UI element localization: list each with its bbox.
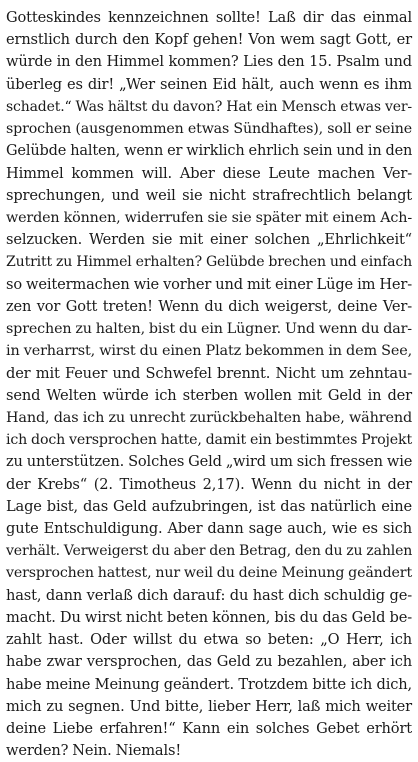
- text-line: ernstlich durch den Kopf gehen! Von wem sagt Gott, er: [6, 31, 412, 49]
- document-page: [6, 7, 412, 762]
- text-line: gute Entschuldigung. Aber dann sage auch, wie es sich: [6, 520, 412, 538]
- text-line: Himmel kommen will. Aber diese Leute machen Ver-: [6, 164, 412, 182]
- text-line: hast, dann verlaß dich darauf: du hast dich schuldig ge-: [6, 586, 412, 604]
- text-line: überleg es dir! „Wer seinen Eid hält, auch wenn es ihm: [6, 75, 412, 93]
- text-line: der mit Feuer und Schwefel brennt. Nicht um zehntau-: [6, 364, 412, 382]
- text-line: zu unterstützen. Solches Geld „wird um sich fressen wie: [6, 453, 413, 471]
- text-line: Hand, das ich zu unrecht zurückbehalten habe, während: [6, 409, 412, 426]
- text-line: Gotteskindes kennzeichnen sollte! Laß dir das einmal: [6, 9, 412, 26]
- text-line: in verharrst, wirst du einen Platz bekommen in dem See,: [6, 343, 412, 360]
- text-line: habe zwar versprochen, das Geld zu bezahlen, aber ich: [6, 653, 412, 671]
- text-line: sprochen (ausgenommen etwas Sündhaftes), soll er seine: [6, 121, 412, 138]
- text-line: zahlt hast. Oder willst du etwa so beten: „O Herr, ich: [6, 631, 412, 649]
- text-line: werden? Nein. Niemals!: [6, 742, 182, 760]
- text-line: sprechungen, und weil sie nicht strafrechtlich belangt: [6, 186, 412, 204]
- text-line: send Welten würde ich sterben wollen mit Geld in der: [6, 386, 412, 404]
- text-line: verhält. Verweigerst du aber den Betrag, den du zu zahlen: [6, 543, 413, 560]
- text-line: selzucken. Werden sie mit einer solchen „Ehrlichkeit“: [6, 231, 412, 249]
- text-line: habe meine Meinung geändert. Trotzdem bitte ich dich,: [6, 675, 412, 693]
- text-line: versprochen hattest, nur weil du deine Meinung geändert: [6, 565, 412, 582]
- text-line: der Krebs“ (2. Timotheus 2,17). Wenn du nicht in der: [6, 475, 412, 493]
- text-line: zen vor Gott treten! Wenn du dich weigerst, deine Ver-: [6, 297, 412, 315]
- text-line: werden können, widerrufen sie sie später mit einem Ach-: [6, 209, 412, 226]
- text-line: Lage bist, das Geld aufzubringen, ist das natürlich eine: [6, 497, 412, 515]
- text-line: Gelübde halten, wenn er wirklich ehrlich sein und in den: [6, 143, 413, 160]
- text-line: Zutritt zu Himmel erhalten? Gelübde brechen und einfach: [6, 254, 412, 271]
- text-line: würde in den Himmel kommen? Lies den 15. Psalm und: [6, 53, 412, 71]
- text-line: ich doch versprochen hatte, damit ein bestimmtes Projekt: [6, 432, 412, 449]
- text-line: schadet.“ Was hältst du davon? Hat ein Mensch etwas ver-: [6, 98, 412, 115]
- text-line: macht. Du wirst nicht beten können, bis du das Geld be-: [6, 608, 412, 626]
- text-line: sprechen zu halten, bist du ein Lügner. Und wenn du dar-: [6, 321, 412, 338]
- text-line: so weitermachen wie vorher und mit einer Lüge im Her-: [6, 275, 412, 293]
- body-paragraph: [6, 7, 412, 762]
- text-line: deine Liebe erfahren!“ Kann ein solches Gebet erhört: [6, 720, 412, 737]
- text-line: mich zu segnen. Und bitte, lieber Herr, laß mich weiter: [6, 697, 412, 715]
